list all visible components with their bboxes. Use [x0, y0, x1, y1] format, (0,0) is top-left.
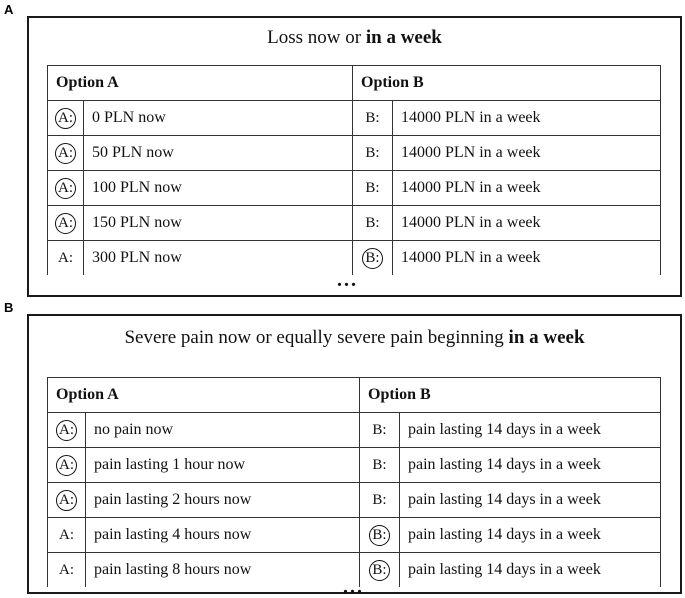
option-b-label-cell: [353, 171, 393, 206]
option-a-text-cell: [84, 206, 353, 241]
option-a-label: A:: [59, 527, 74, 543]
panel-a: [27, 16, 682, 297]
option-b-text-cell: [400, 413, 661, 448]
option-a-text: pain lasting 8 hours now: [94, 561, 252, 578]
option-a-header: Option A: [48, 66, 353, 101]
option-a-label-cell: [48, 136, 84, 171]
panel-b-title: [29, 327, 680, 349]
option-b-label-cell: [360, 413, 400, 448]
option-b-label: B:: [365, 180, 380, 196]
option-a-text: no pain now: [94, 421, 174, 438]
option-a-label-cell: [48, 171, 84, 206]
table-row: [48, 171, 661, 206]
option-a-header: Option A: [48, 378, 360, 413]
option-b-text-cell: [400, 553, 661, 588]
option-a-label-cell: [48, 483, 86, 518]
option-b-text-cell: [393, 206, 661, 241]
option-b-label-cell: [353, 136, 393, 171]
panel-b-table: [47, 377, 661, 587]
option-a-text: 300 PLN now: [92, 249, 182, 266]
option-b-text-cell: [393, 101, 661, 136]
option-a-label: A:: [59, 562, 74, 578]
option-a-text: 100 PLN now: [92, 179, 182, 196]
option-b-label: B:: [365, 145, 380, 161]
option-b-label-cell: [360, 483, 400, 518]
table-row: [48, 101, 661, 136]
option-b-label: B:: [365, 215, 380, 231]
option-a-text: pain lasting 1 hour now: [94, 456, 246, 473]
panel-a-title-bold: in a week: [365, 27, 442, 48]
panel-b-title-normal: Severe pain now or equally severe pain beginning: [124, 327, 509, 348]
option-a-text: 150 PLN now: [92, 214, 182, 231]
option-b-label: B:: [365, 110, 380, 126]
panel-a-ellipsis: ...: [337, 269, 358, 291]
option-b-text-cell: [393, 136, 661, 171]
option-b-label: B:: [372, 492, 387, 508]
option-a-text-cell: [84, 241, 353, 276]
option-a-text: 0 PLN now: [92, 109, 166, 126]
option-b-text: pain lasting 14 days in a week: [408, 561, 601, 578]
option-b-text: pain lasting 14 days in a week: [408, 456, 601, 473]
table-row: [48, 413, 661, 448]
panel-a-table: [47, 65, 661, 275]
table-row: [48, 136, 661, 171]
option-a-label-circled: A:: [56, 490, 77, 511]
option-b-text-cell: [400, 483, 661, 518]
option-b-text: 14000 PLN in a week: [401, 179, 541, 196]
option-a-text-cell: [84, 101, 353, 136]
option-a-label-circled: A:: [55, 213, 76, 234]
option-b-label-cell: [360, 448, 400, 483]
option-b-text: pain lasting 14 days in a week: [408, 526, 601, 543]
option-b-text: 14000 PLN in a week: [401, 249, 541, 266]
option-b-text: pain lasting 14 days in a week: [408, 491, 601, 508]
option-a-label-circled: A:: [55, 178, 76, 199]
option-a-label-circled: A:: [56, 455, 77, 476]
table-row: [48, 518, 661, 553]
option-b-label-cell: [353, 101, 393, 136]
option-a-label: A:: [58, 250, 73, 266]
option-a-label-cell: [48, 241, 84, 276]
panel-a-title-normal: Loss now or: [267, 27, 366, 48]
option-a-text-cell: [84, 136, 353, 171]
option-b-label-cell: [353, 206, 393, 241]
panel-b-letter: B: [4, 300, 14, 315]
panel-b-title-bold: in a week: [508, 327, 585, 348]
option-b-label-circled: B:: [369, 525, 390, 546]
option-b-text-cell: [400, 518, 661, 553]
option-a-text-cell: [84, 171, 353, 206]
option-b-text: 14000 PLN in a week: [401, 109, 541, 126]
option-a-label-cell: [48, 413, 86, 448]
option-b-label-circled: B:: [362, 248, 383, 269]
option-a-label-cell: [48, 553, 86, 588]
option-a-text: pain lasting 2 hours now: [94, 491, 252, 508]
table-row: [48, 206, 661, 241]
option-a-text-cell: [86, 448, 360, 483]
panel-a-letter: A: [4, 2, 14, 17]
option-a-label-cell: [48, 101, 84, 136]
option-a-text-cell: [86, 413, 360, 448]
table-row: [48, 448, 661, 483]
option-b-text: 14000 PLN in a week: [401, 144, 541, 161]
option-b-label-cell: [360, 553, 400, 588]
option-b-text: 14000 PLN in a week: [401, 214, 541, 231]
option-a-text: pain lasting 4 hours now: [94, 526, 252, 543]
option-b-text-cell: [400, 448, 661, 483]
option-b-label: B:: [372, 457, 387, 473]
option-a-label-circled: A:: [56, 420, 77, 441]
panel-b: [27, 314, 682, 598]
option-b-label-cell: [360, 518, 400, 553]
option-a-text-cell: [86, 553, 360, 588]
option-a-text-cell: [86, 518, 360, 553]
option-a-label-circled: A:: [55, 143, 76, 164]
option-a-label-cell: [48, 518, 86, 553]
option-b-text-cell: [393, 241, 661, 276]
option-a-text: 50 PLN now: [92, 144, 174, 161]
option-a-label-cell: [48, 448, 86, 483]
table-row: [48, 483, 661, 518]
option-b-label-cell: [353, 241, 393, 276]
option-b-header: Option B: [360, 378, 661, 413]
panel-b-ellipsis: ...: [343, 576, 364, 598]
option-b-label-circled: B:: [369, 560, 390, 581]
option-a-label-cell: [48, 206, 84, 241]
panel-a-title: [29, 27, 680, 49]
option-a-label-circled: A:: [55, 108, 76, 129]
option-b-text: pain lasting 14 days in a week: [408, 421, 601, 438]
option-b-label: B:: [372, 422, 387, 438]
option-a-text-cell: [86, 483, 360, 518]
option-b-text-cell: [393, 171, 661, 206]
option-b-header: Option B: [353, 66, 661, 101]
